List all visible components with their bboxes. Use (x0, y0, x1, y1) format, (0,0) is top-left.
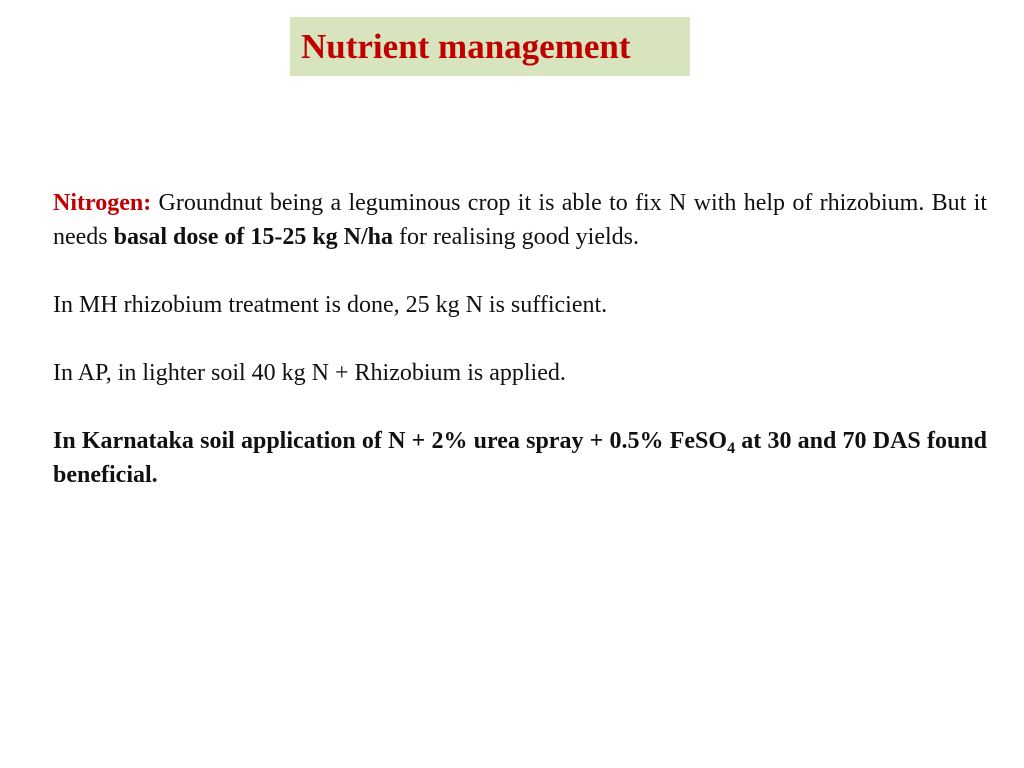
paragraph-spacer (53, 322, 987, 356)
nitrogen-label: Nitrogen: (53, 190, 152, 216)
nitrogen-text-end: for realising good yields. (393, 224, 639, 250)
karnataka-text-end: at 30 and 70 DAS found beneficial. (53, 428, 988, 488)
paragraph-spacer (53, 254, 987, 288)
karnataka-text-start: In Karnataka soil application of N + 2% urea spray + 0.5% FeSO (53, 428, 728, 454)
nitrogen-text-start: Groundnut being a leguminous crop it is able to fix N with help of rhizobium. But it needs (53, 190, 987, 250)
karnataka-paragraph (53, 424, 987, 492)
nitrogen-paragraph (53, 186, 987, 254)
ap-paragraph: In AP, in lighter soil 40 kg N + Rhizobium is applied. (53, 360, 566, 386)
feso4-subscript: 4 (727, 440, 736, 457)
basal-dose-text: basal dose of 15-25 kg N/ha (113, 224, 394, 250)
mh-paragraph: In MH rhizobium treatment is done, 25 kg N is sufficient. (53, 292, 608, 318)
slide-title-box (290, 17, 690, 76)
paragraph-spacer (53, 390, 987, 424)
slide-content (53, 186, 987, 492)
slide-title: Nutrient management (301, 26, 631, 66)
